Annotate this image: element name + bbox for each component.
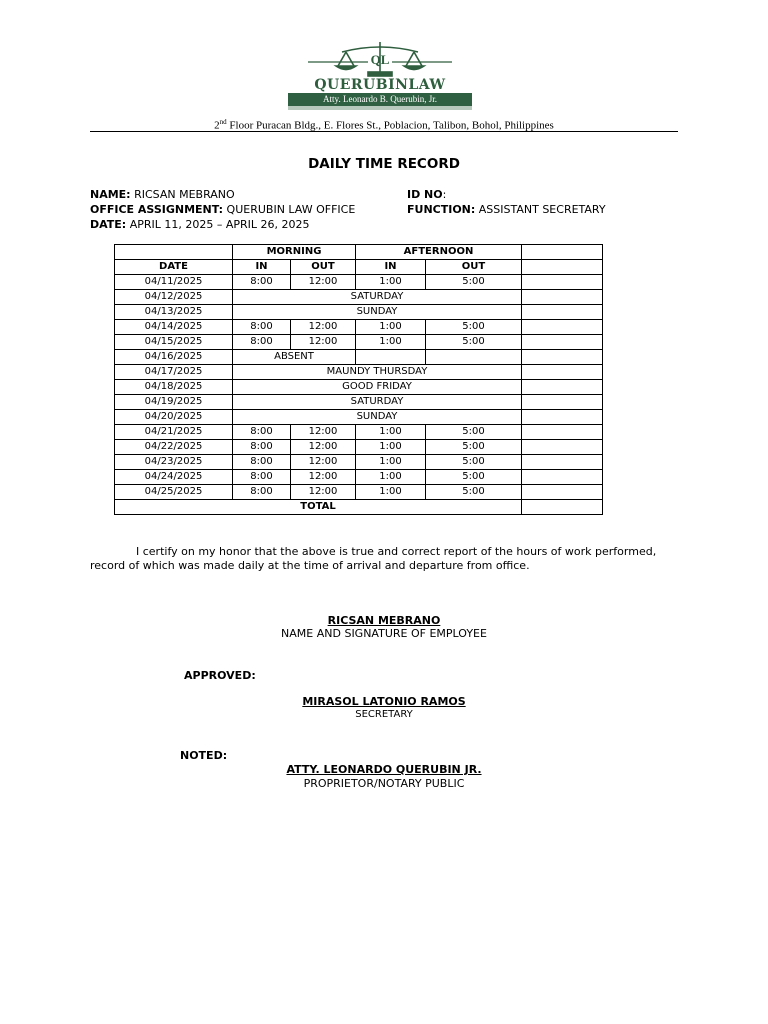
scales-of-justice-icon bbox=[268, 40, 492, 80]
office-label: OFFICE ASSIGNMENT: bbox=[90, 203, 224, 216]
row-am-in: 8:00 bbox=[233, 455, 291, 470]
row-date: 04/12/2025 bbox=[115, 290, 233, 305]
table-row bbox=[115, 395, 603, 410]
row-am-out: 12:00 bbox=[291, 275, 356, 290]
table-row bbox=[115, 440, 603, 455]
row-date: 04/23/2025 bbox=[115, 455, 233, 470]
row-am-out: 12:00 bbox=[291, 470, 356, 485]
row-date: 04/15/2025 bbox=[115, 335, 233, 350]
row-extra bbox=[522, 335, 603, 350]
table-row bbox=[115, 425, 603, 440]
header-date: DATE bbox=[115, 260, 233, 275]
row-am-out: 12:00 bbox=[291, 455, 356, 470]
row-pm-in bbox=[356, 350, 426, 365]
employee-name-line bbox=[90, 187, 235, 202]
function-label: FUNCTION: bbox=[407, 203, 476, 216]
address-floor-number: 2 bbox=[214, 119, 220, 132]
name-value: RICSAN MEBRANO bbox=[130, 188, 235, 201]
id-label: ID NO bbox=[407, 188, 443, 201]
logo-plate: Atty. Leonardo B. Querubin, Jr. bbox=[288, 93, 472, 106]
date-label: DATE: bbox=[90, 218, 127, 231]
date-range-line bbox=[90, 217, 310, 232]
row-note: MAUNDY THURSDAY bbox=[233, 365, 522, 380]
row-date: 04/13/2025 bbox=[115, 305, 233, 320]
table-row bbox=[115, 365, 603, 380]
table-row bbox=[115, 305, 603, 320]
row-extra bbox=[522, 380, 603, 395]
row-am-out: 12:00 bbox=[291, 320, 356, 335]
header-blank bbox=[522, 260, 603, 275]
office-assignment-line bbox=[90, 202, 355, 217]
row-note: SUNDAY bbox=[233, 410, 522, 425]
row-am-in: 8:00 bbox=[233, 485, 291, 500]
date-value: APRIL 11, 2025 – APRIL 26, 2025 bbox=[126, 218, 310, 231]
logo-plate-underline bbox=[288, 106, 472, 110]
noted-label: NOTED: bbox=[180, 749, 228, 762]
row-am-in: 8:00 bbox=[233, 425, 291, 440]
row-pm-out: 5:00 bbox=[426, 425, 522, 440]
total-value bbox=[522, 500, 603, 515]
function-value: ASSISTANT SECRETARY bbox=[475, 203, 606, 216]
id-no-line bbox=[407, 187, 446, 202]
table-header-row-1 bbox=[115, 245, 603, 260]
row-extra bbox=[522, 485, 603, 500]
row-am-out: 12:00 bbox=[291, 485, 356, 500]
function-line bbox=[407, 202, 606, 217]
row-extra bbox=[522, 440, 603, 455]
table-header-row-2 bbox=[115, 260, 603, 275]
row-am-out: 12:00 bbox=[291, 425, 356, 440]
noter-role: PROPRIETOR/NOTARY PUBLIC bbox=[303, 777, 465, 790]
header-divider bbox=[90, 131, 678, 132]
row-note: SUNDAY bbox=[233, 305, 522, 320]
row-am-in: 8:00 bbox=[233, 320, 291, 335]
header-blank bbox=[115, 245, 233, 260]
noter-name: ATTY. LEONARDO QUERUBIN JR. bbox=[286, 763, 482, 776]
row-extra bbox=[522, 275, 603, 290]
employee-signature-name: RICSAN MEBRANO bbox=[327, 614, 441, 627]
row-pm-out: 5:00 bbox=[426, 275, 522, 290]
employee-signature-caption: NAME AND SIGNATURE OF EMPLOYEE bbox=[281, 627, 487, 640]
row-am-out: 12:00 bbox=[291, 440, 356, 455]
row-pm-in: 1:00 bbox=[356, 470, 426, 485]
row-pm-out bbox=[426, 350, 522, 365]
header-morning: MORNING bbox=[233, 245, 356, 260]
row-pm-out: 5:00 bbox=[426, 485, 522, 500]
table-row bbox=[115, 275, 603, 290]
row-extra bbox=[522, 365, 603, 380]
document-title: DAILY TIME RECORD bbox=[308, 156, 460, 172]
row-note: SATURDAY bbox=[233, 395, 522, 410]
row-extra bbox=[522, 350, 603, 365]
row-pm-in: 1:00 bbox=[356, 320, 426, 335]
logo-monogram: QL bbox=[370, 52, 390, 67]
row-pm-in: 1:00 bbox=[356, 275, 426, 290]
row-pm-in: 1:00 bbox=[356, 455, 426, 470]
row-date: 04/14/2025 bbox=[115, 320, 233, 335]
name-label: NAME: bbox=[90, 188, 131, 201]
row-am-in: 8:00 bbox=[233, 275, 291, 290]
row-date: 04/11/2025 bbox=[115, 275, 233, 290]
address-rest: Floor Puracan Bldg., E. Flores St., Poblacion, Talibon, Bohol, Philippines bbox=[226, 119, 554, 132]
total-label: TOTAL bbox=[115, 500, 522, 515]
certification-statement: I certify on my honor that the above is true and correct report of the hours of work performed, record of which was made daily at the time of arrival and departure from office. bbox=[90, 545, 657, 572]
approver-name: MIRASOL LATONIO RAMOS bbox=[302, 695, 466, 708]
table-row bbox=[115, 455, 603, 470]
row-extra bbox=[522, 455, 603, 470]
header-blank bbox=[522, 245, 603, 260]
row-pm-out: 5:00 bbox=[426, 440, 522, 455]
row-note: GOOD FRIDAY bbox=[233, 380, 522, 395]
row-am-in: 8:00 bbox=[233, 470, 291, 485]
row-extra bbox=[522, 470, 603, 485]
row-extra bbox=[522, 410, 603, 425]
table-row bbox=[115, 290, 603, 305]
row-date: 04/18/2025 bbox=[115, 380, 233, 395]
row-extra bbox=[522, 425, 603, 440]
header-pm-out: OUT bbox=[426, 260, 522, 275]
table-row bbox=[115, 320, 603, 335]
row-am-note: ABSENT bbox=[233, 350, 356, 365]
row-am-in: 8:00 bbox=[233, 440, 291, 455]
law-office-logo bbox=[268, 40, 492, 112]
office-value: QUERUBIN LAW OFFICE bbox=[223, 203, 356, 216]
time-record-table bbox=[114, 244, 603, 515]
logo-wordmark: QUERUBINLAW bbox=[314, 77, 446, 93]
row-date: 04/24/2025 bbox=[115, 470, 233, 485]
approver-role: SECRETARY bbox=[355, 709, 413, 720]
header-am-out: OUT bbox=[291, 260, 356, 275]
table-row bbox=[115, 485, 603, 500]
row-pm-in: 1:00 bbox=[356, 425, 426, 440]
row-date: 04/21/2025 bbox=[115, 425, 233, 440]
row-extra bbox=[522, 395, 603, 410]
header-am-in: IN bbox=[233, 260, 291, 275]
header-pm-in: IN bbox=[356, 260, 426, 275]
row-note: SATURDAY bbox=[233, 290, 522, 305]
id-colon: : bbox=[442, 188, 447, 201]
table-row bbox=[115, 470, 603, 485]
row-date: 04/22/2025 bbox=[115, 440, 233, 455]
header-afternoon: AFTERNOON bbox=[356, 245, 522, 260]
row-extra bbox=[522, 290, 603, 305]
office-address bbox=[90, 118, 678, 132]
approved-label: APPROVED: bbox=[184, 669, 256, 682]
row-pm-out: 5:00 bbox=[426, 335, 522, 350]
row-date: 04/20/2025 bbox=[115, 410, 233, 425]
row-pm-in: 1:00 bbox=[356, 485, 426, 500]
row-date: 04/16/2025 bbox=[115, 350, 233, 365]
row-extra bbox=[522, 305, 603, 320]
row-pm-out: 5:00 bbox=[426, 455, 522, 470]
row-date: 04/19/2025 bbox=[115, 395, 233, 410]
table-total-row bbox=[115, 500, 603, 515]
table-row bbox=[115, 380, 603, 395]
address-floor-suffix: nd bbox=[219, 118, 227, 126]
table-row bbox=[115, 335, 603, 350]
row-am-out: 12:00 bbox=[291, 335, 356, 350]
row-pm-in: 1:00 bbox=[356, 440, 426, 455]
row-date: 04/17/2025 bbox=[115, 365, 233, 380]
table-row bbox=[115, 410, 603, 425]
table-row bbox=[115, 350, 603, 365]
row-pm-out: 5:00 bbox=[426, 470, 522, 485]
row-pm-out: 5:00 bbox=[426, 320, 522, 335]
row-date: 04/25/2025 bbox=[115, 485, 233, 500]
row-extra bbox=[522, 320, 603, 335]
row-am-in: 8:00 bbox=[233, 335, 291, 350]
row-pm-in: 1:00 bbox=[356, 335, 426, 350]
